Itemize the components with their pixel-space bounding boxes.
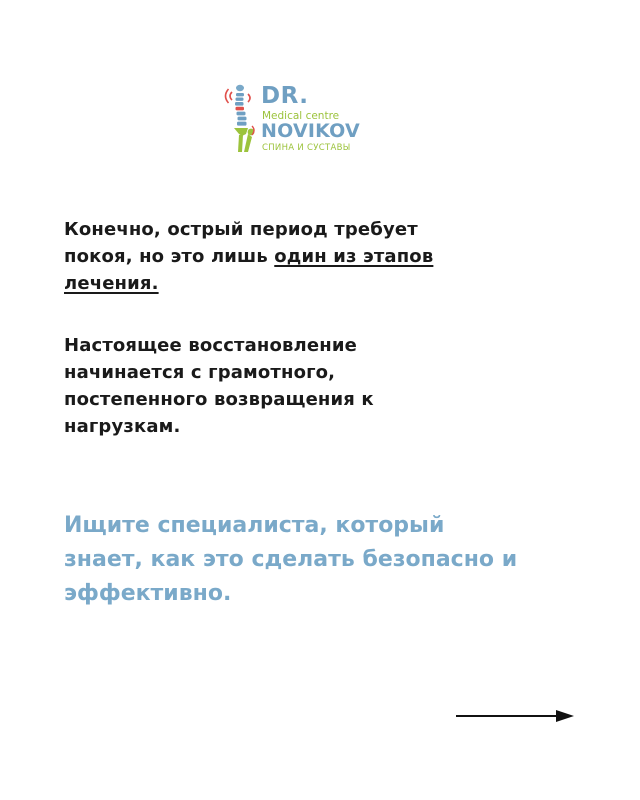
spine-icon bbox=[224, 82, 260, 154]
paragraph-text: покоя, но это лишь bbox=[64, 246, 275, 267]
logo-tagline-text: СПИНА И СУСТАВЫ bbox=[262, 143, 351, 153]
underlined-text: один из этапов bbox=[274, 246, 434, 267]
highlight-callout bbox=[64, 509, 534, 611]
logo-dr-text: DR. bbox=[261, 83, 309, 109]
highlight-line: Ищите специалиста, который bbox=[64, 513, 445, 538]
brand-logo bbox=[224, 82, 374, 154]
paragraph-line: начинается с грамотного, bbox=[64, 362, 336, 383]
paragraph-line bbox=[64, 243, 484, 270]
paragraph-rest-period bbox=[64, 216, 484, 297]
logo-medical-text: Medical centre bbox=[262, 110, 340, 122]
paragraph-line: Конечно, острый период требует bbox=[64, 219, 418, 240]
paragraph-line: нагрузкам. bbox=[64, 416, 181, 437]
arrow-right-icon[interactable] bbox=[454, 707, 576, 725]
highlight-line: знает, как это сделать безопасно и bbox=[64, 547, 518, 572]
paragraph-recovery bbox=[64, 332, 444, 440]
paragraph-line: постепенного возвращения к bbox=[64, 389, 374, 410]
underlined-text: лечения. bbox=[64, 273, 159, 294]
logo-name-text: NOVIKOV bbox=[261, 120, 360, 142]
highlight-line: эффективно. bbox=[64, 581, 232, 606]
paragraph-line: Настоящее восстановление bbox=[64, 335, 357, 356]
